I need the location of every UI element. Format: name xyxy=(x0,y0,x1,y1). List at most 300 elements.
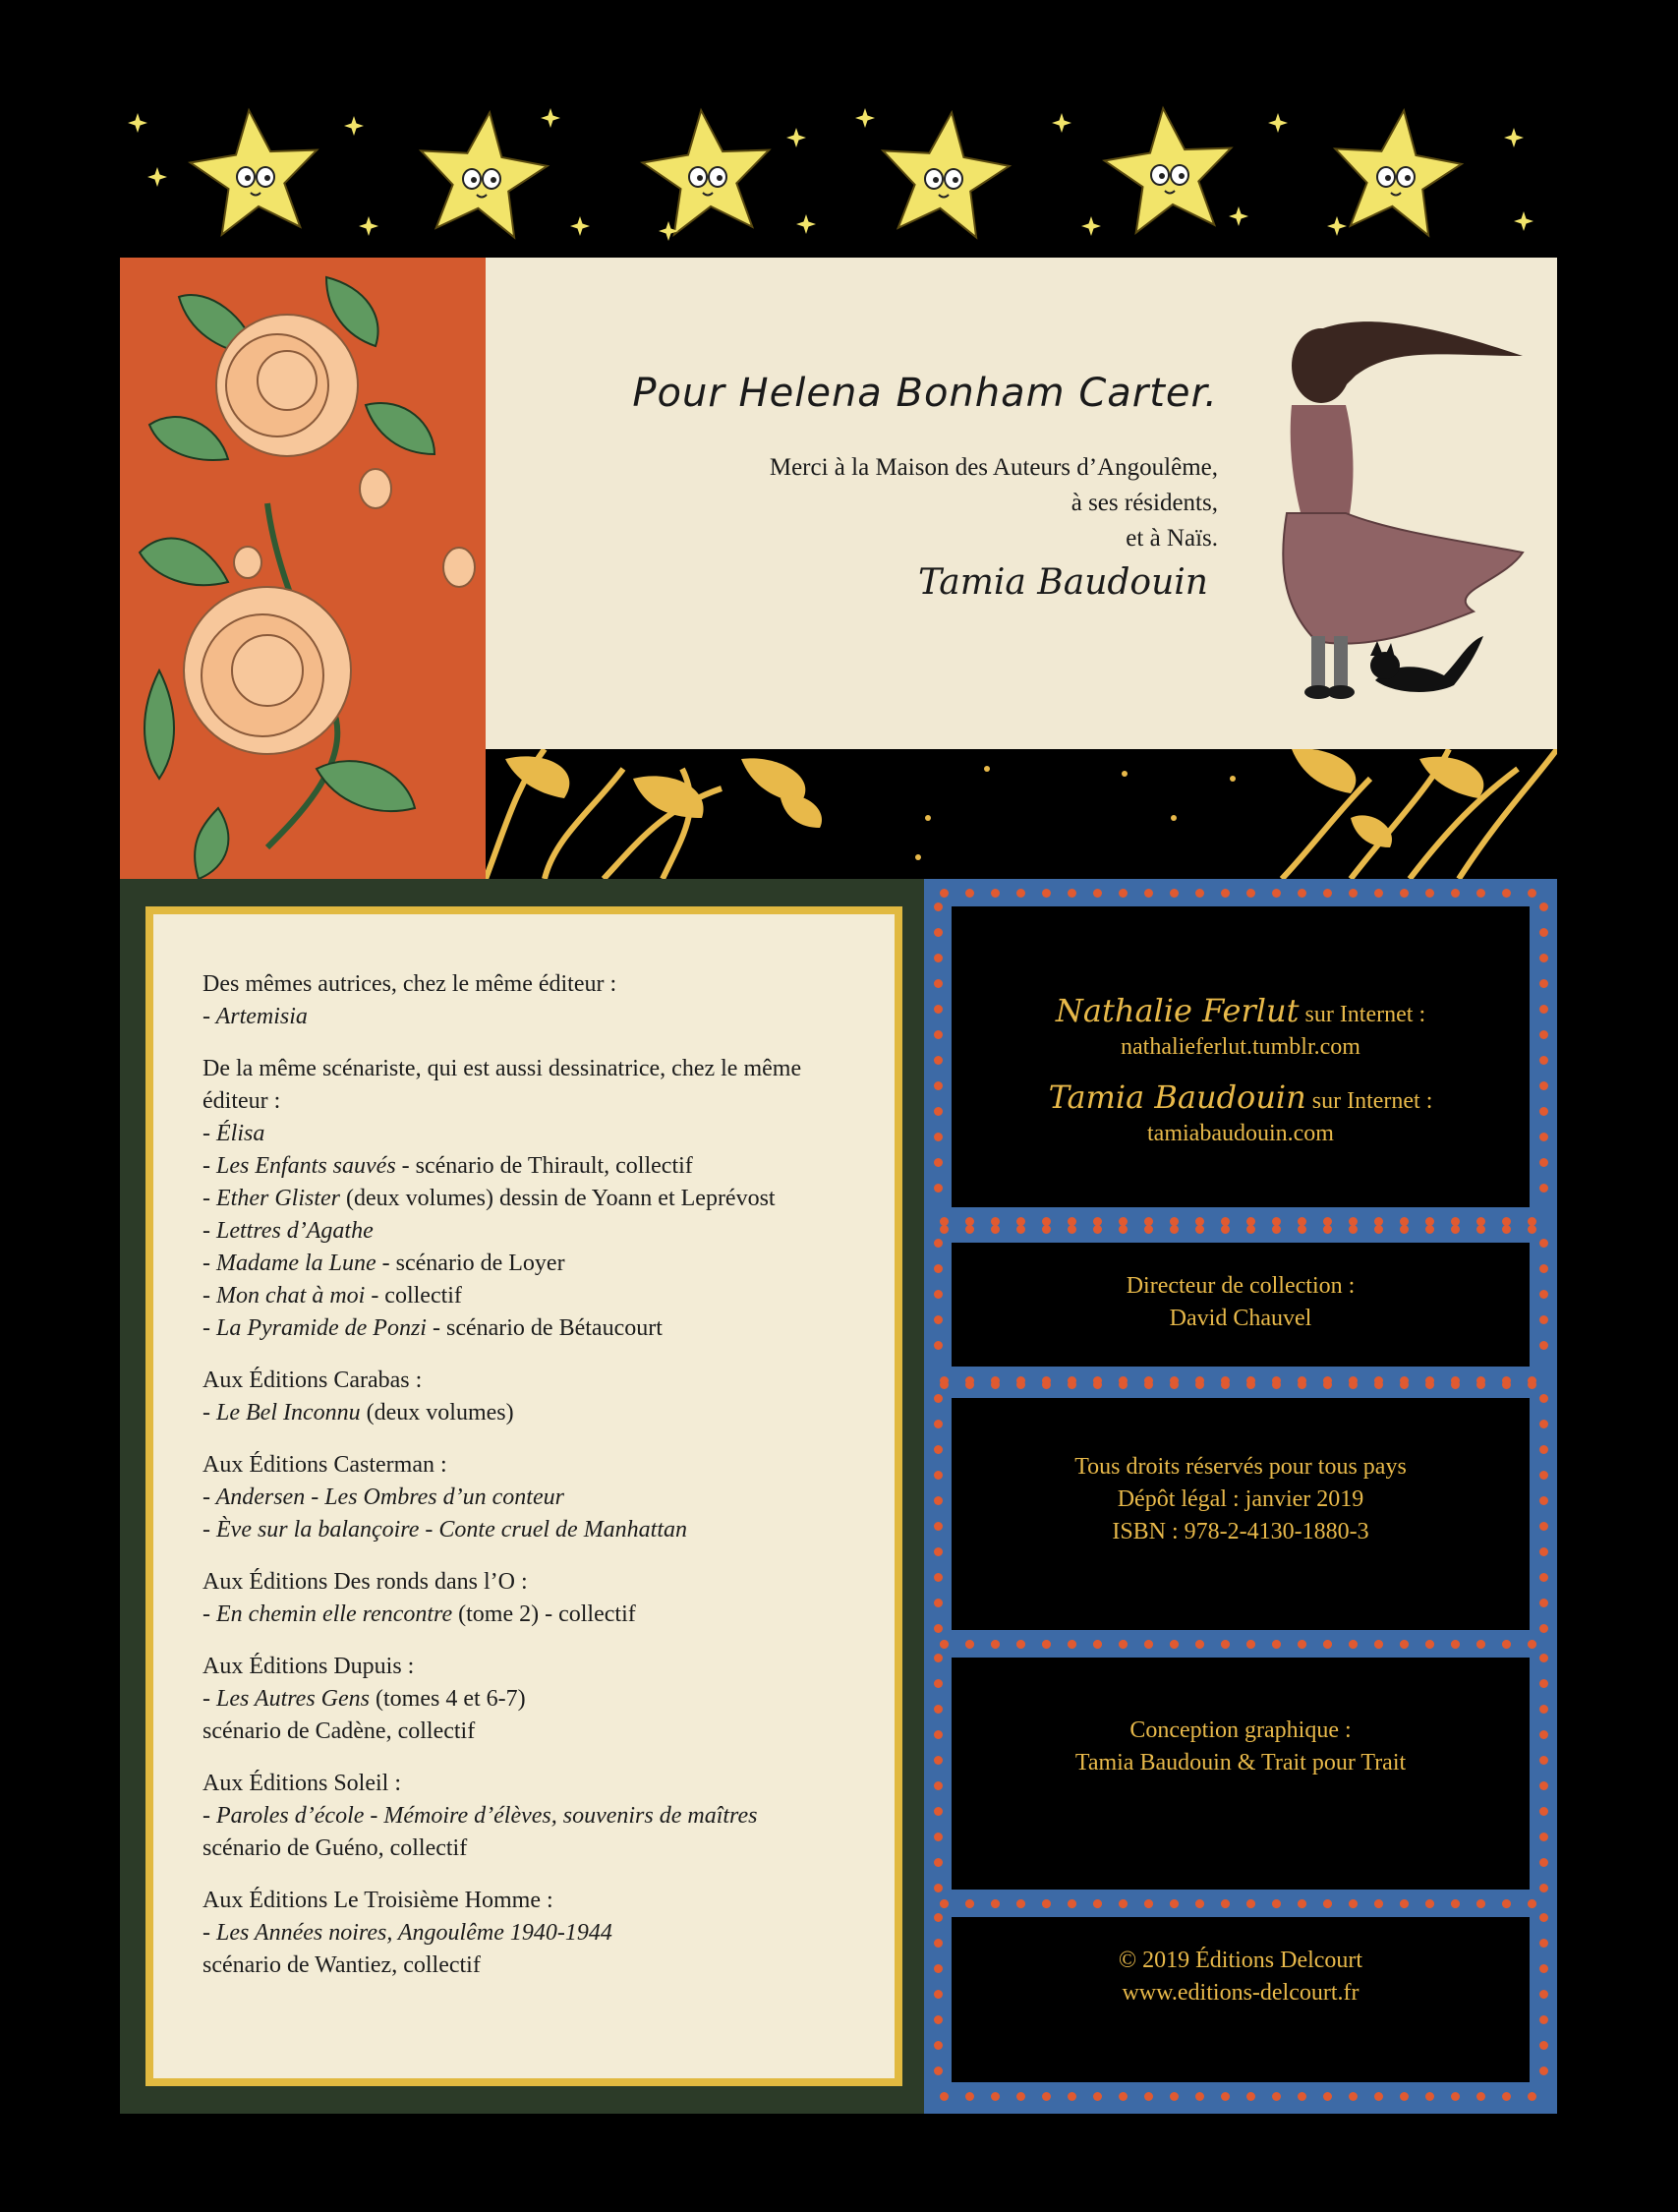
info-frame xyxy=(924,879,1557,2114)
book-item xyxy=(203,1482,871,1514)
border-dot xyxy=(1539,1730,1548,1739)
border-dot xyxy=(940,1225,949,1234)
border-dot xyxy=(934,1573,943,1582)
sparkle-icon xyxy=(128,113,147,133)
border-dot xyxy=(1539,1239,1548,1248)
book-title: Madame la Lune xyxy=(216,1251,376,1276)
border-dot xyxy=(965,889,974,898)
dash: - xyxy=(203,1004,216,1029)
book-note: - scénario de Thirault, collectif xyxy=(395,1153,693,1179)
border-dot xyxy=(1539,1290,1548,1299)
border-dot xyxy=(1425,1225,1434,1234)
border-dot xyxy=(934,1315,943,1324)
border-dot xyxy=(1374,1640,1383,1649)
author1-signature: Nathalie Ferlut xyxy=(1055,992,1300,1029)
flower-illustration xyxy=(120,258,486,879)
border-dot xyxy=(940,2092,949,2101)
book-title: Ève sur la balançoire - Conte cruel de Manhattan xyxy=(216,1517,688,1543)
border-dot xyxy=(934,1705,943,1714)
border-dot xyxy=(934,1445,943,1454)
dash: - xyxy=(203,1803,216,1829)
border-dot xyxy=(1539,1705,1548,1714)
bibliography-list xyxy=(203,968,871,2002)
star-band-illustration xyxy=(118,98,1563,246)
border-dot xyxy=(1016,1225,1025,1234)
border-dot xyxy=(1042,1225,1051,1234)
border-dot xyxy=(934,1730,943,1739)
star-pupil xyxy=(245,175,251,181)
border-dot xyxy=(1539,2041,1548,2050)
dash: - xyxy=(203,1153,216,1179)
dash: - xyxy=(203,1400,216,1426)
border-dot xyxy=(1374,2092,1383,2101)
book-credit: scénario de Wantiez, collectif xyxy=(203,1952,481,1978)
border-dot xyxy=(1170,1640,1179,1649)
star-pupil xyxy=(717,175,723,181)
border-dot xyxy=(1476,889,1485,898)
border-dot xyxy=(1539,1833,1548,1841)
dash: - xyxy=(203,1601,216,1627)
border-dot xyxy=(991,2092,1000,2101)
border-dot xyxy=(1349,1380,1358,1389)
sparkle-icon xyxy=(1504,128,1524,147)
border-dot xyxy=(1195,1225,1204,1234)
book-item xyxy=(203,1280,871,1312)
border-dot xyxy=(1539,1599,1548,1607)
border-dot xyxy=(1374,1380,1383,1389)
isbn: ISBN : 978-2-4130-1880-3 xyxy=(1112,1519,1369,1544)
border-dot xyxy=(1539,1807,1548,1816)
star-pupil xyxy=(1385,175,1391,181)
border-dot xyxy=(1093,1640,1102,1649)
border-dot xyxy=(934,1807,943,1816)
border-dot xyxy=(1476,2092,1485,2101)
border-dot xyxy=(934,1056,943,1065)
border-dot xyxy=(991,1380,1000,1389)
book-title: Artemisia xyxy=(215,1004,308,1029)
border-dot xyxy=(1016,889,1025,898)
border-dot xyxy=(991,1899,1000,1908)
border-dot xyxy=(940,1640,949,1649)
border-dot xyxy=(1539,1030,1548,1039)
border-dot xyxy=(1528,1640,1536,1649)
border-dot xyxy=(1400,1225,1409,1234)
border-dot xyxy=(1539,1133,1548,1141)
bibliography-group xyxy=(203,1449,871,1546)
author2-internet-line xyxy=(952,1078,1530,1118)
star-pupil xyxy=(1159,173,1165,179)
border-dot xyxy=(1144,2092,1153,2101)
border-dot xyxy=(934,1290,943,1299)
border-dot xyxy=(934,1756,943,1765)
border-dot xyxy=(1539,1858,1548,1867)
border-dot xyxy=(1298,1640,1306,1649)
author1-internet-line xyxy=(952,992,1530,1031)
dash: - xyxy=(203,1283,216,1309)
book-note: (tomes 4 et 6-7) xyxy=(370,1686,526,1712)
border-dot xyxy=(1119,2092,1128,2101)
bibliography-panel xyxy=(145,906,902,2086)
border-dot xyxy=(1016,1899,1025,1908)
border-dot xyxy=(934,2015,943,2024)
border-dot xyxy=(1298,889,1306,898)
border-dot xyxy=(1539,1939,1548,1948)
border-dot xyxy=(1539,1884,1548,1892)
sparkle-icon xyxy=(570,216,590,236)
night-trees-illustration xyxy=(486,749,1557,879)
border-dot xyxy=(1246,1899,1255,1908)
border-dot xyxy=(1539,902,1548,911)
border-dot xyxy=(1425,1640,1434,1649)
border-dot xyxy=(934,1005,943,1014)
border-dot xyxy=(1170,889,1179,898)
border-dot xyxy=(1425,1380,1434,1389)
star-pupil xyxy=(1179,173,1185,179)
sparkle-icon xyxy=(1229,206,1248,226)
border-dot xyxy=(1539,1315,1548,1324)
sparkle-icon xyxy=(796,214,816,234)
border-dot xyxy=(1539,2066,1548,2075)
border-dot xyxy=(1068,889,1076,898)
border-dot xyxy=(934,1239,943,1248)
border-dot xyxy=(1539,1913,1548,1922)
border-dot xyxy=(965,1640,974,1649)
border-dot xyxy=(1539,1522,1548,1531)
book-note: - scénario de Bétaucourt xyxy=(426,1315,663,1341)
dedication-line-2: à ses résidents, xyxy=(1070,490,1218,516)
border-dot xyxy=(1528,1899,1536,1908)
book-title: En chemin elle rencontre xyxy=(216,1601,453,1627)
border-dot xyxy=(1144,1899,1153,1908)
border-dot xyxy=(934,1913,943,1922)
border-dot xyxy=(1349,889,1358,898)
book-note: - scénario de Loyer xyxy=(376,1251,565,1276)
border-dot xyxy=(1298,2092,1306,2101)
border-dot xyxy=(934,1624,943,1633)
bibliography-group xyxy=(203,1566,871,1631)
border-dot xyxy=(1068,1899,1076,1908)
border-dot xyxy=(1195,889,1204,898)
book-title: Mon chat à moi xyxy=(216,1283,366,1309)
border-dot xyxy=(934,2066,943,2075)
publisher-heading: De la même scénariste, qui est aussi dessinatrice, chez le même éditeur : xyxy=(203,1056,802,1114)
design-credit: Tamia Baudouin & Trait pour Trait xyxy=(1074,1750,1407,1775)
border-dot xyxy=(934,1858,943,1867)
publisher-box xyxy=(952,1917,1530,2082)
border-dot xyxy=(1539,1056,1548,1065)
border-dot xyxy=(965,1380,974,1389)
border-dot xyxy=(1528,1225,1536,1234)
border-dot xyxy=(1298,1225,1306,1234)
dash: - xyxy=(203,1484,216,1510)
border-dot xyxy=(934,1030,943,1039)
border-dot xyxy=(1539,1964,1548,1973)
border-dot xyxy=(1539,979,1548,988)
border-dot xyxy=(1221,2092,1230,2101)
border-dot xyxy=(1400,889,1409,898)
border-dot xyxy=(1221,1899,1230,1908)
book-item xyxy=(203,1514,871,1546)
border-dot xyxy=(1068,1225,1076,1234)
border-dot xyxy=(1246,1640,1255,1649)
bibliography-group xyxy=(203,1651,871,1748)
border-dot xyxy=(1144,1380,1153,1389)
internet-box xyxy=(952,906,1530,1207)
border-dot xyxy=(1298,1899,1306,1908)
border-dot xyxy=(1195,1640,1204,1649)
border-dot xyxy=(934,1833,943,1841)
border-dot xyxy=(1539,1394,1548,1403)
star-pupil xyxy=(264,175,270,181)
border-dot xyxy=(1400,1380,1409,1389)
border-dot xyxy=(1323,1640,1332,1649)
book-item xyxy=(203,1248,871,1280)
border-dot xyxy=(1476,1640,1485,1649)
border-dot xyxy=(1528,1380,1536,1389)
border-dot xyxy=(934,2041,943,2050)
design-box xyxy=(952,1658,1530,1890)
border-dot xyxy=(1349,1899,1358,1908)
border-dot xyxy=(1144,889,1153,898)
border-dot xyxy=(1400,2092,1409,2101)
border-dot xyxy=(1119,1380,1128,1389)
border-dot xyxy=(1539,1445,1548,1454)
rights-text: Tous droits réservés pour tous pays xyxy=(1074,1454,1407,1480)
border-dot xyxy=(934,1547,943,1556)
dash: - xyxy=(203,1121,216,1146)
border-dot xyxy=(1042,1899,1051,1908)
border-dot xyxy=(934,1107,943,1116)
star-pupil xyxy=(471,177,477,183)
book-title: Les Autres Gens xyxy=(216,1686,370,1712)
border-dot xyxy=(1144,1225,1153,1234)
dash: - xyxy=(203,1315,216,1341)
publisher-heading: Aux Éditions Le Troisième Homme : xyxy=(203,1888,553,1913)
border-dot xyxy=(1298,1380,1306,1389)
dash: - xyxy=(203,1920,216,1946)
dash: - xyxy=(203,1686,216,1712)
border-dot xyxy=(1170,1225,1179,1234)
border-dot xyxy=(934,1133,943,1141)
border-dot xyxy=(934,1939,943,1948)
border-dot xyxy=(1195,2092,1204,2101)
border-dot xyxy=(1042,2092,1051,2101)
border-dot xyxy=(1323,1225,1332,1234)
book-note: - collectif xyxy=(365,1283,462,1309)
border-dot xyxy=(1502,2092,1511,2101)
border-dot xyxy=(934,954,943,962)
border-dot xyxy=(1323,1899,1332,1908)
border-dot xyxy=(934,1522,943,1531)
dash: - xyxy=(203,1218,216,1244)
border-dot xyxy=(1539,1990,1548,1999)
collection-box xyxy=(952,1243,1530,1367)
border-dot xyxy=(934,1158,943,1167)
dash: - xyxy=(203,1251,216,1276)
book-item xyxy=(203,1001,871,1033)
dedication-line-1: Merci à la Maison des Auteurs d’Angoulême, xyxy=(769,454,1218,481)
border-dot xyxy=(934,928,943,937)
border-dot xyxy=(1093,1899,1102,1908)
border-dot xyxy=(991,1640,1000,1649)
border-dot xyxy=(934,1420,943,1428)
dedication-title: Pour Helena Bonham Carter. xyxy=(632,371,1218,416)
book-title: Paroles d’école - Mémoire d’élèves, souvenirs de maîtres xyxy=(216,1803,758,1829)
border-dot xyxy=(1539,2015,1548,2024)
border-dot xyxy=(1374,889,1383,898)
border-dot xyxy=(1502,1640,1511,1649)
border-dot xyxy=(1451,2092,1460,2101)
border-dot xyxy=(934,1964,943,1973)
bibliography-group xyxy=(203,968,871,1033)
publisher-heading: Aux Éditions Dupuis : xyxy=(203,1654,415,1679)
dedication-line-3: et à Naïs. xyxy=(1126,525,1218,552)
sparkle-icon xyxy=(344,116,364,136)
border-dot xyxy=(934,1990,943,1999)
star-pupil xyxy=(1405,175,1411,181)
publisher-url: www.editions-delcourt.fr xyxy=(1122,1980,1360,2006)
bibliography-group xyxy=(203,1365,871,1429)
woman-and-cat-illustration xyxy=(1247,317,1533,720)
book-item xyxy=(203,1917,871,1950)
bibliography-group xyxy=(203,1053,871,1345)
border-dot xyxy=(1476,1380,1485,1389)
border-dot xyxy=(1539,1341,1548,1350)
border-dot xyxy=(1425,1899,1434,1908)
bibliography-group xyxy=(203,1885,871,1982)
border-dot xyxy=(1502,1380,1511,1389)
sparkle-icon xyxy=(1052,113,1071,133)
border-dot xyxy=(934,1884,943,1892)
border-dot xyxy=(1539,928,1548,937)
border-dot xyxy=(1539,1679,1548,1688)
border-dot xyxy=(1528,889,1536,898)
book-title: Andersen - Les Ombres d’un conteur xyxy=(215,1484,564,1510)
border-dot xyxy=(1272,2092,1281,2101)
star-pupil xyxy=(953,177,958,183)
book-note: (deux volumes) xyxy=(360,1400,514,1426)
sparkle-icon xyxy=(855,108,875,128)
border-dot xyxy=(1119,1899,1128,1908)
border-dot xyxy=(1451,1380,1460,1389)
border-dot xyxy=(1272,889,1281,898)
star-pupil xyxy=(697,175,703,181)
bibliography-group xyxy=(203,1768,871,1865)
border-dot xyxy=(934,1184,943,1193)
border-dot xyxy=(1349,1640,1358,1649)
publisher-heading: Des mêmes autrices, chez le même éditeur : xyxy=(203,971,617,997)
border-dot xyxy=(934,1264,943,1273)
border-dot xyxy=(1539,1471,1548,1480)
border-dot xyxy=(1195,1380,1204,1389)
border-dot xyxy=(1451,889,1460,898)
book-item xyxy=(203,1599,871,1631)
border-dot xyxy=(1272,1640,1281,1649)
border-dot xyxy=(1042,1640,1051,1649)
border-dot xyxy=(1349,2092,1358,2101)
border-dot xyxy=(1068,2092,1076,2101)
border-dot xyxy=(991,889,1000,898)
dash: - xyxy=(203,1517,216,1543)
border-dot xyxy=(934,1081,943,1090)
border-dot xyxy=(934,1781,943,1790)
border-dot xyxy=(1119,1640,1128,1649)
author2-suffix: sur Internet : xyxy=(1305,1088,1433,1114)
author2-signature: Tamia Baudouin xyxy=(1048,1078,1306,1116)
book-title: La Pyramide de Ponzi xyxy=(216,1315,427,1341)
border-dot xyxy=(1016,1640,1025,1649)
collection-label: Directeur de collection : xyxy=(1126,1273,1356,1299)
border-dot xyxy=(1068,1640,1076,1649)
star-pupil xyxy=(491,177,496,183)
publisher-heading: Aux Éditions Des ronds dans l’O : xyxy=(203,1569,528,1595)
border-dot xyxy=(1476,1225,1485,1234)
border-dot xyxy=(940,889,949,898)
star-pupil xyxy=(933,177,939,183)
border-dot xyxy=(965,1225,974,1234)
border-dot xyxy=(1144,1640,1153,1649)
border-dot xyxy=(1246,889,1255,898)
border-dot xyxy=(934,1496,943,1505)
book-title: Les Enfants sauvés xyxy=(216,1153,396,1179)
publisher-heading: Aux Éditions Soleil : xyxy=(203,1771,402,1796)
border-dot xyxy=(1119,1225,1128,1234)
sparkle-icon xyxy=(147,167,167,187)
publisher-heading: Aux Éditions Casterman : xyxy=(203,1452,447,1478)
border-dot xyxy=(1323,889,1332,898)
border-dot xyxy=(1502,889,1511,898)
book-title: Ether Glister xyxy=(216,1186,340,1211)
border-dot xyxy=(1451,1899,1460,1908)
border-dot xyxy=(1221,1640,1230,1649)
border-dot xyxy=(1323,2092,1332,2101)
border-dot xyxy=(1374,1225,1383,1234)
border-dot xyxy=(1539,954,1548,962)
border-dot xyxy=(1093,1225,1102,1234)
border-dot xyxy=(1323,1380,1332,1389)
book-item xyxy=(203,1683,871,1716)
border-dot xyxy=(1539,1005,1548,1014)
border-dot xyxy=(1539,1781,1548,1790)
sparkle-icon xyxy=(541,108,560,128)
border-dot xyxy=(1119,889,1128,898)
author1-suffix: sur Internet : xyxy=(1299,1002,1426,1027)
book-note: (deux volumes) dessin de Yoann et Leprévost xyxy=(340,1186,776,1211)
border-dot xyxy=(1093,889,1102,898)
book-title: Élisa xyxy=(216,1121,265,1146)
border-dot xyxy=(934,1394,943,1403)
book-credit: scénario de Guéno, collectif xyxy=(203,1835,468,1861)
border-dot xyxy=(1539,1264,1548,1273)
border-dot xyxy=(1425,2092,1434,2101)
border-dot xyxy=(934,1654,943,1662)
design-label: Conception graphique : xyxy=(1129,1717,1352,1743)
border-dot xyxy=(1016,1380,1025,1389)
border-dot xyxy=(1539,1654,1548,1662)
book-title: Le Bel Inconnu xyxy=(216,1400,361,1426)
border-dot xyxy=(1539,1420,1548,1428)
border-dot xyxy=(934,1341,943,1350)
border-dot xyxy=(1246,1380,1255,1389)
border-dot xyxy=(1170,1899,1179,1908)
book-item xyxy=(203,1397,871,1429)
border-dot xyxy=(934,1679,943,1688)
dedication-panel xyxy=(486,258,1557,749)
border-dot xyxy=(1539,1624,1548,1633)
border-dot xyxy=(940,1899,949,1908)
border-dot xyxy=(1272,1899,1281,1908)
border-dot xyxy=(1476,1899,1485,1908)
